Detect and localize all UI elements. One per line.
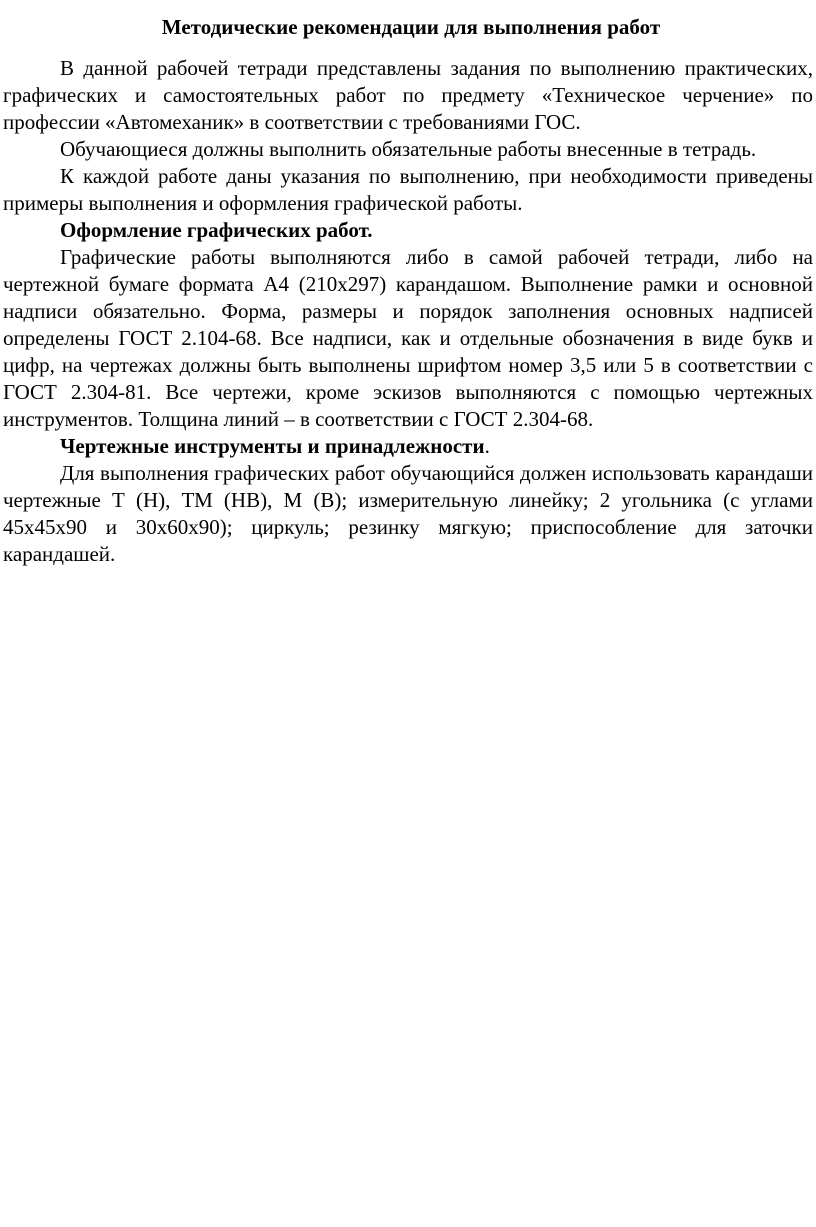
section-tools-body: Для выполнения графических работ обучающийся должен использовать карандаши чертежные Т (Н), ТМ (НВ), М (В); измерительную линейку; 2 угольника (с углами 45х45х90 и 30х60х90); циркуль; резинку мягкую; приспособление для заточки карандашей. <box>3 461 813 566</box>
intro-paragraph: В данной рабочей тетради представлены задания по выполнению практических, графических и самостоятельных работ по предмету «Техническое черчение» по профессии «Автомеханик» в соответствии с требованиями ГОС. <box>3 56 813 134</box>
section-tools-heading-dot: . <box>484 434 490 458</box>
section-tools-heading: Чертежные инструменты и принадлежности <box>60 434 485 458</box>
students-paragraph: Обучающиеся должны выполнить обязательные работы внесенные в тетрадь. <box>60 137 757 161</box>
section-formatting-heading: Оформление графических работ. <box>60 218 373 242</box>
section-formatting-body: Графические работы выполняются либо в самой рабочей тетради, либо на чертежной бумаге формата А4 (210х297) карандашом. Выполнение рамки и основной надписи обязательно. Форма, размеры и порядок заполнения основных надписей определены ГОСТ 2.104-68. Все надписи, как и отдельные обозначения в виде букв и цифр, на чертежах должны быть выполнены шрифтом номер 3,5 или 5 в соответствии с ГОСТ 2.304-81. Все чертежи, кроме эскизов выполняются с помощью чертежных инструментов. Толщина линий – в соответствии с ГОСТ 2.304-68. <box>3 245 813 431</box>
document-title: Методические рекомендации для выполнения работ <box>161 15 661 39</box>
document-page <box>3 14 813 568</box>
instructions-paragraph: К каждой работе даны указания по выполнению, при необходимости приведены примеры выполнения и оформления графической работы. <box>3 164 813 215</box>
section-tools-heading-line <box>3 433 813 460</box>
